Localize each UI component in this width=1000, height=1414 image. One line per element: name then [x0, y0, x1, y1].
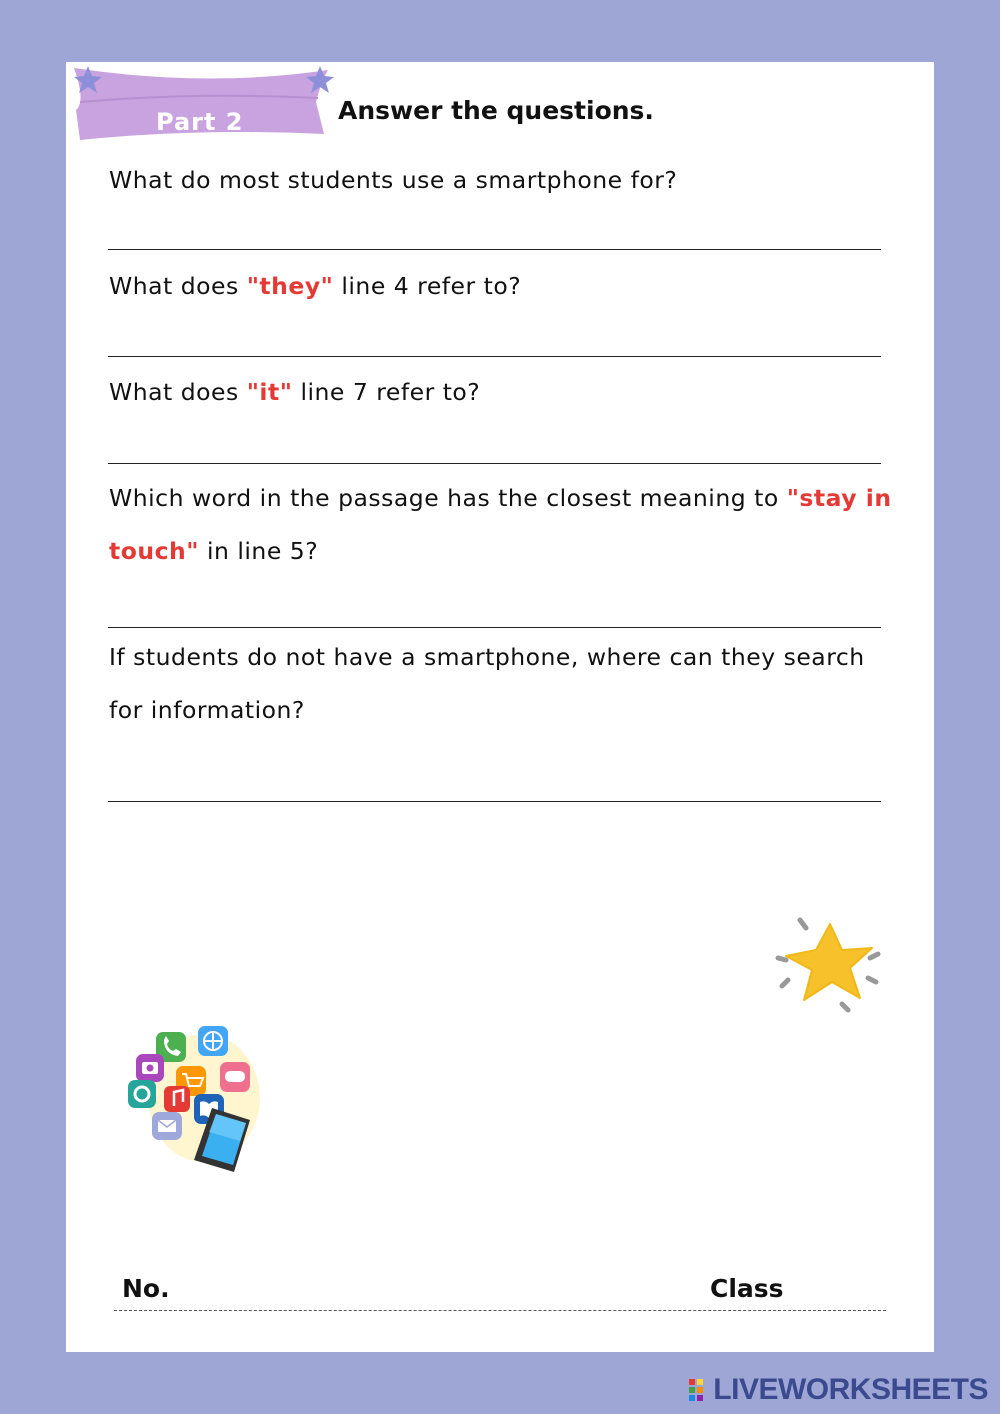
part-label: Part 2	[156, 108, 244, 136]
smartphone-apps-illustration	[126, 1026, 262, 1178]
question-4: Which word in the passage has the closest meaning to "stay in touch" in line 5?	[109, 484, 892, 565]
liveworksheets-logo-icon	[689, 1377, 711, 1403]
worksheet-page	[66, 62, 934, 1352]
liveworksheets-logo	[689, 1374, 988, 1406]
star-icon	[772, 914, 884, 1018]
mail-icon	[152, 1112, 182, 1140]
answer-line-2[interactable]	[108, 356, 881, 357]
answer-line-3[interactable]	[108, 463, 881, 464]
number-label: No.	[122, 1274, 170, 1303]
gear-icon	[128, 1080, 156, 1108]
instruction-heading: Answer the questions.	[338, 96, 654, 125]
name-class-line[interactable]	[114, 1310, 886, 1311]
class-label: Class	[710, 1274, 784, 1303]
question-1: What do most students use a smartphone for?	[109, 166, 678, 194]
question-5: If students do not have a smartphone, where can they search for information?	[109, 643, 865, 724]
part-banner	[66, 62, 336, 152]
watermark-text: LIVEWORKSHEETS	[713, 1373, 988, 1406]
globe-icon	[198, 1026, 228, 1056]
gamepad-icon	[220, 1062, 250, 1092]
answer-line-5[interactable]	[108, 801, 881, 802]
camera-icon	[136, 1054, 164, 1082]
question-3: What does "it" line 7 refer to?	[109, 378, 481, 406]
answer-line-1[interactable]	[108, 249, 881, 250]
music-icon	[164, 1086, 190, 1112]
answer-line-4[interactable]	[108, 627, 881, 628]
question-2: What does "they" line 4 refer to?	[109, 272, 522, 300]
